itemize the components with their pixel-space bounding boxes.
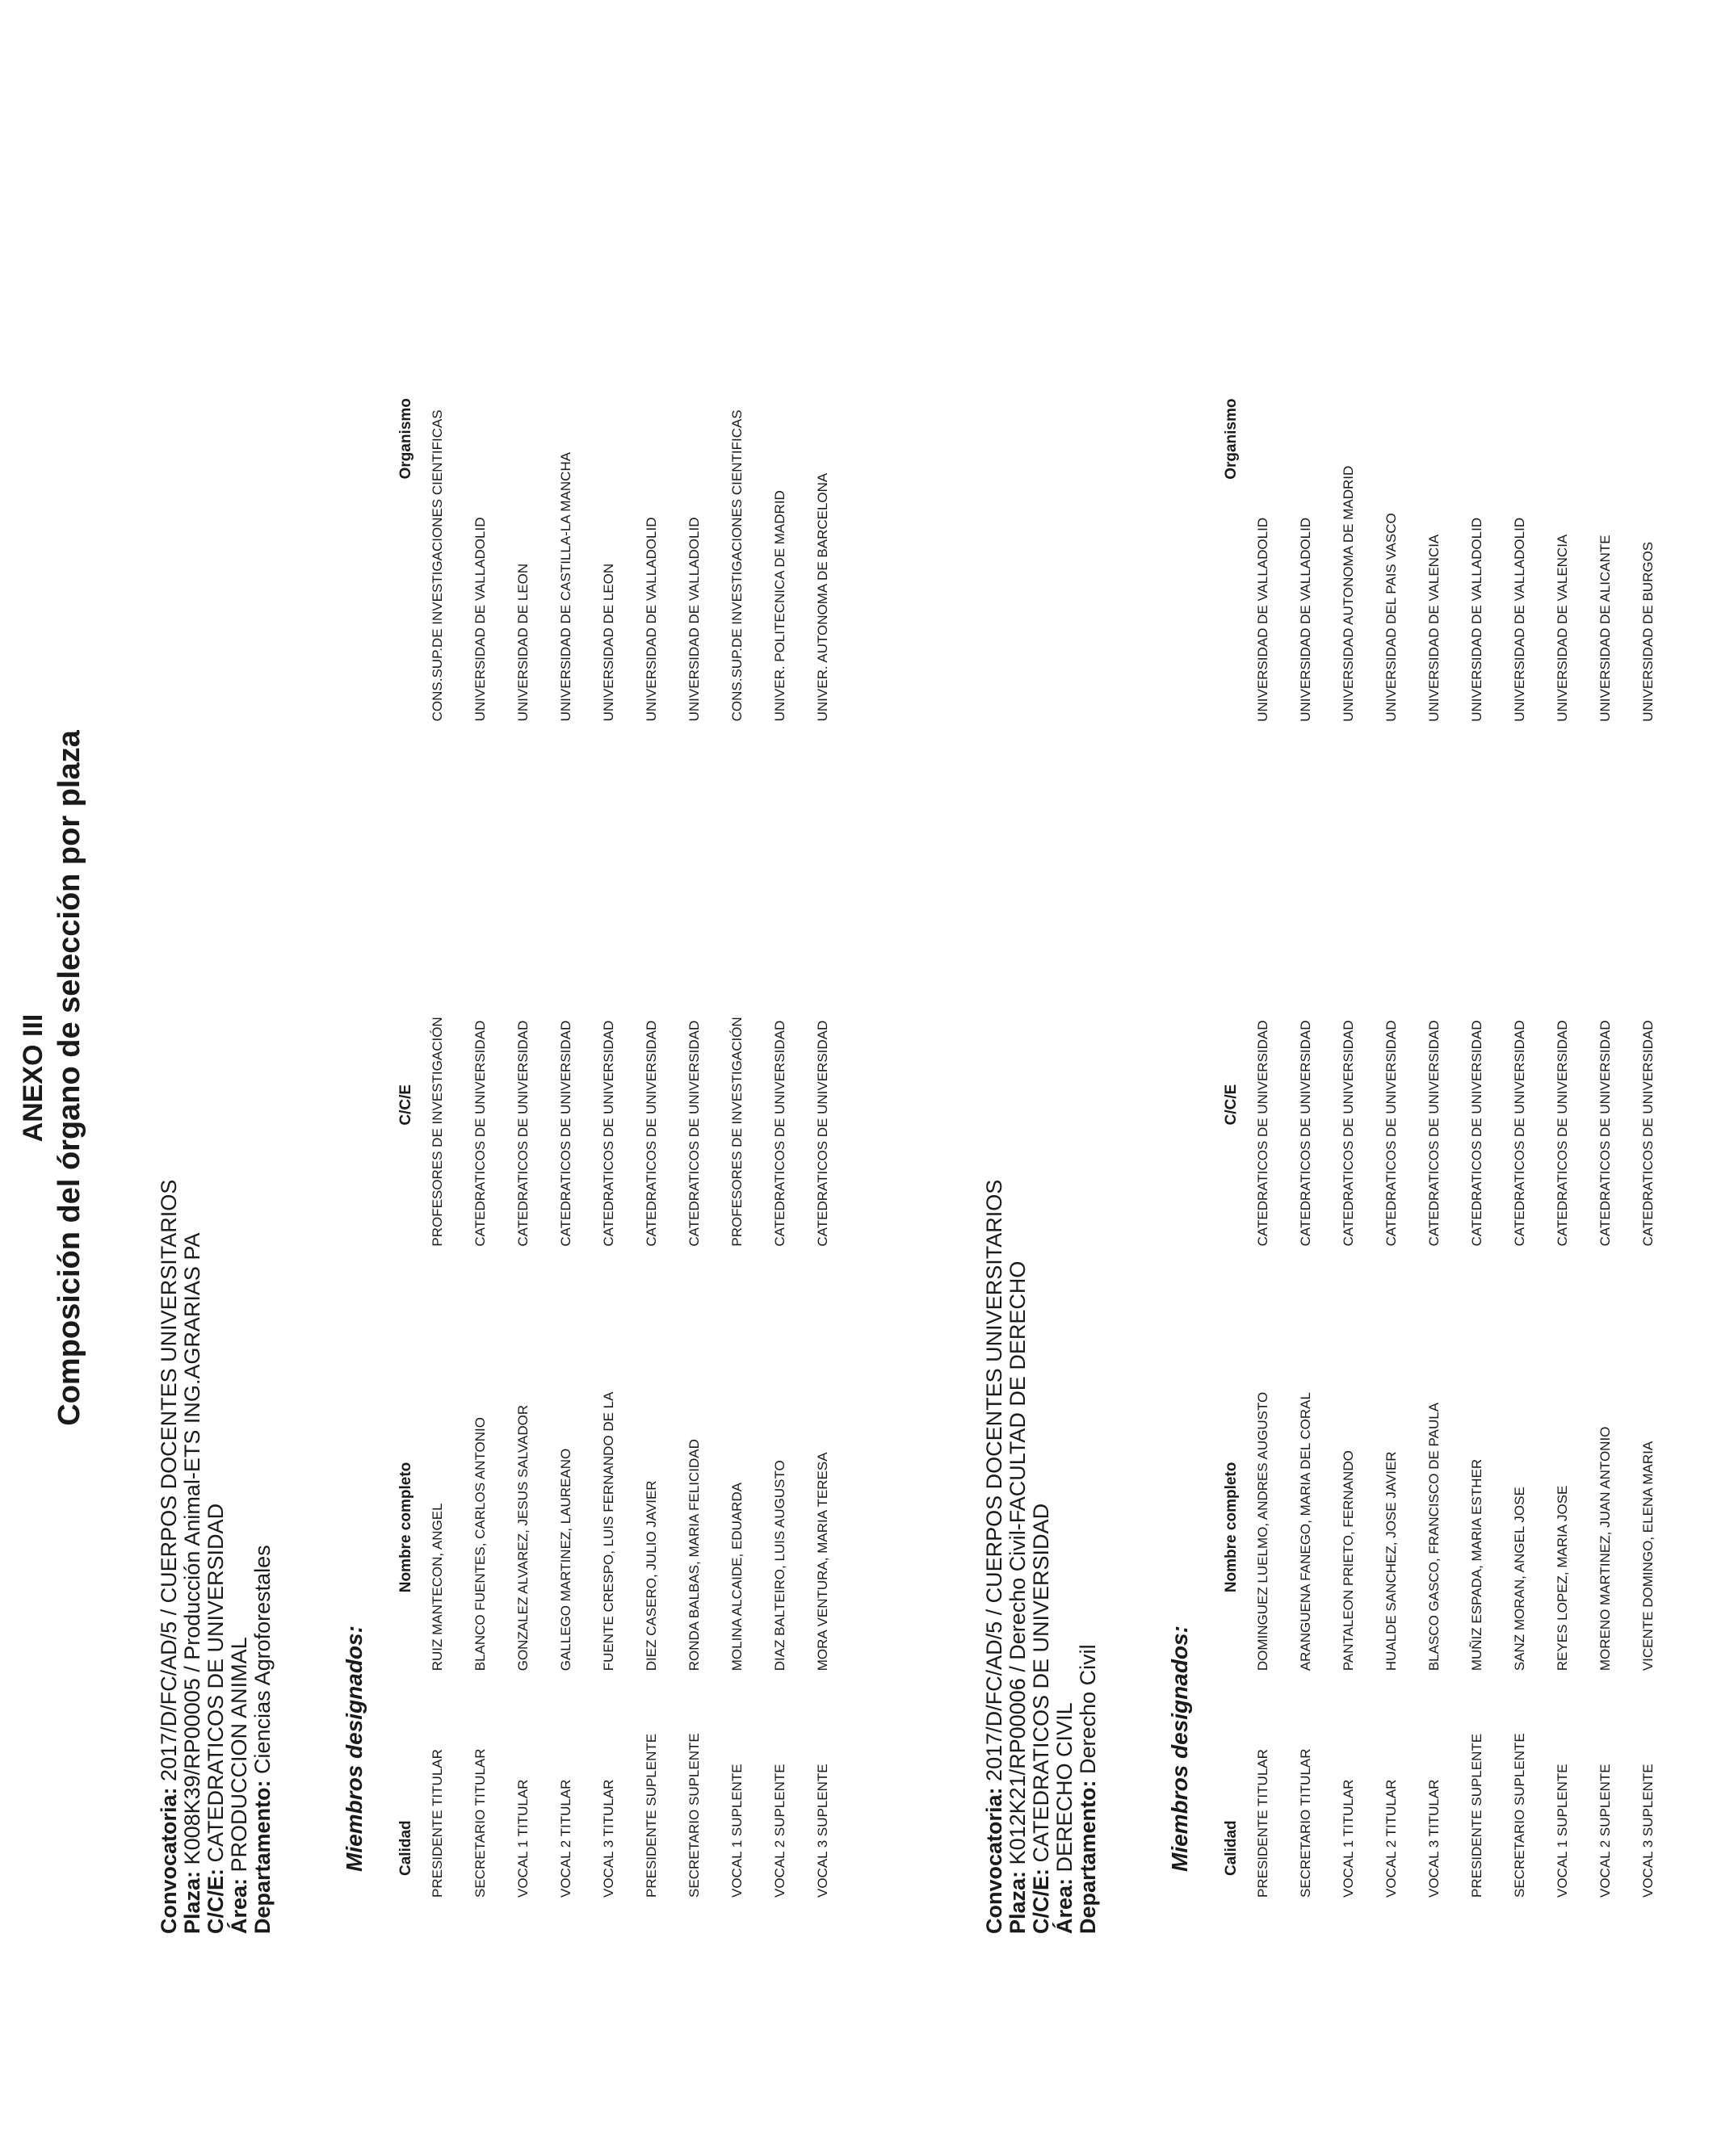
plaza-line xyxy=(1006,157,1030,1934)
cell-cce: PROFESORES DE INVESTIGACIÓN xyxy=(430,1017,445,1247)
table-row xyxy=(644,157,686,1898)
cell-organismo: UNIVERSIDAD DE LEON xyxy=(515,563,531,722)
cell-organismo: UNIVERSIDAD DE VALLADOLID xyxy=(644,517,659,722)
cell-calidad: VOCAL 2 SUPLENTE xyxy=(772,1764,787,1898)
table-row xyxy=(1383,157,1426,1898)
cell-nombre: PANTALEON PRIETO, FERNANDO xyxy=(1341,1450,1356,1672)
departamento-value: Derecho Civil xyxy=(1076,1644,1100,1774)
cell-nombre: RUIZ MANTECON, ANGEL xyxy=(430,1503,445,1672)
cell-organismo: CONS.SUP.DE INVESTIGACIONES CIENTIFICAS xyxy=(729,409,745,722)
plaza-details xyxy=(983,157,1100,1934)
cell-calidad: VOCAL 2 SUPLENTE xyxy=(1597,1764,1613,1898)
table-row xyxy=(430,157,472,1898)
cell-calidad: VOCAL 3 SUPLENTE xyxy=(1640,1764,1656,1898)
cell-organismo: UNIVERSIDAD DE VALLADOLID xyxy=(472,517,488,722)
table-row xyxy=(1298,157,1341,1898)
table-row xyxy=(1640,157,1683,1898)
column-header-organismo: Organismo xyxy=(397,398,414,480)
cell-cce: CATEDRATICOS DE UNIVERSIDAD xyxy=(772,1020,787,1247)
cell-organismo: UNIVERSIDAD DE VALENCIA xyxy=(1555,534,1570,722)
convocatoria-value: 2017/D/FC/AD/5 / CUERPOS DOCENTES UNIVERSITARIOS xyxy=(157,1179,181,1781)
area-label: Área: xyxy=(227,1877,251,1934)
cell-nombre: MUÑIZ ESPADA, MARIA ESTHER xyxy=(1469,1458,1484,1672)
departamento-line xyxy=(251,157,275,1934)
column-header-organismo: Organismo xyxy=(1223,398,1240,480)
cell-calidad: VOCAL 1 TITULAR xyxy=(1341,1779,1356,1898)
page-title: Composición del órgano de selección por plaza xyxy=(52,730,86,1426)
cell-calidad: SECRETARIO TITULAR xyxy=(472,1748,488,1898)
table-row xyxy=(1597,157,1640,1898)
cell-cce: CATEDRATICOS DE UNIVERSIDAD xyxy=(1512,1020,1527,1247)
cell-organismo: UNIVERSIDAD DE ALICANTE xyxy=(1597,535,1613,722)
members-table xyxy=(1223,157,1683,1898)
cell-organismo: UNIVER. AUTONOMA DE BARCELONA xyxy=(815,472,830,722)
cell-organismo: UNIVERSIDAD DE CASTILLA-LA MANCHA xyxy=(558,451,573,722)
cell-cce: CATEDRATICOS DE UNIVERSIDAD xyxy=(472,1020,488,1247)
cell-cce: CATEDRATICOS DE UNIVERSIDAD xyxy=(1341,1020,1356,1247)
cell-organismo: UNIVERSIDAD DE BURGOS xyxy=(1640,541,1656,722)
plaza-line xyxy=(181,157,204,1934)
cell-calidad: PRESIDENTE TITULAR xyxy=(1255,1749,1270,1898)
cell-cce: CATEDRATICOS DE UNIVERSIDAD xyxy=(558,1020,573,1247)
cce-line xyxy=(204,157,228,1934)
section-plaza-1 xyxy=(157,157,830,1934)
members-title: Miembros designados: xyxy=(342,1625,367,1872)
table-row xyxy=(1255,157,1298,1898)
cell-calidad: VOCAL 2 TITULAR xyxy=(558,1779,573,1898)
cell-cce: CATEDRATICOS DE UNIVERSIDAD xyxy=(1255,1020,1270,1247)
table-row xyxy=(1555,157,1597,1898)
cell-cce: CATEDRATICOS DE UNIVERSIDAD xyxy=(815,1020,830,1247)
cell-cce: CATEDRATICOS DE UNIVERSIDAD xyxy=(1426,1020,1442,1247)
cce-value: CATEDRATICOS DE UNIVERSIDAD xyxy=(204,1503,228,1863)
convocatoria-line xyxy=(983,157,1006,1934)
area-value: PRODUCCION ANIMAL xyxy=(227,1637,251,1873)
cell-calidad: PRESIDENTE SUPLENTE xyxy=(644,1733,659,1898)
cell-calidad: VOCAL 3 TITULAR xyxy=(1426,1779,1442,1898)
cell-cce: CATEDRATICOS DE UNIVERSIDAD xyxy=(1555,1020,1570,1247)
table-row xyxy=(686,157,729,1898)
cell-cce: CATEDRATICOS DE UNIVERSIDAD xyxy=(644,1020,659,1247)
departamento-label: Departamento: xyxy=(1076,1780,1100,1934)
cell-organismo: UNIVERSIDAD DE LEON xyxy=(601,563,616,722)
cell-nombre: MOLINA ALCAIDE, EDUARDA xyxy=(729,1482,745,1672)
area-value: DERECHO CIVIL xyxy=(1052,1702,1077,1873)
column-header-calidad: Calidad xyxy=(397,1820,414,1876)
cell-organismo: UNIVERSIDAD DEL PAIS VASCO xyxy=(1383,513,1399,722)
cell-organismo: UNIVERSIDAD AUTONOMA DE MADRID xyxy=(1341,465,1356,722)
plaza-value: K008K39/RP00005 / Producción Animal-ETS ING.AGRARIAS PA xyxy=(180,1232,204,1865)
cell-cce: CATEDRATICOS DE UNIVERSIDAD xyxy=(601,1020,616,1247)
convocatoria-label: Convocatoria: xyxy=(157,1787,181,1934)
convocatoria-value: 2017/D/FC/AD/5 / CUERPOS DOCENTES UNIVERSITARIOS xyxy=(982,1179,1006,1781)
cell-organismo: UNIVERSIDAD DE VALLADOLID xyxy=(686,517,702,722)
cell-calidad: VOCAL 2 TITULAR xyxy=(1383,1779,1399,1898)
cell-nombre: SANZ MORAN, ANGEL JOSE xyxy=(1512,1487,1527,1672)
cell-cce: CATEDRATICOS DE UNIVERSIDAD xyxy=(1383,1020,1399,1247)
table-row xyxy=(1341,157,1383,1898)
table-row xyxy=(515,157,558,1898)
departamento-line xyxy=(1077,157,1100,1934)
cell-cce: CATEDRATICOS DE UNIVERSIDAD xyxy=(515,1020,531,1247)
table-row xyxy=(1469,157,1512,1898)
table-row xyxy=(1512,157,1555,1898)
cell-cce: CATEDRATICOS DE UNIVERSIDAD xyxy=(1469,1020,1484,1247)
table-row xyxy=(1426,157,1469,1898)
plaza-label: Plaza: xyxy=(1005,1870,1030,1934)
cell-nombre: DIAZ BALTEIRO, LUIS AUGUSTO xyxy=(772,1460,787,1672)
annex-heading: ANEXO III xyxy=(18,1013,48,1143)
cell-nombre: GONZALEZ ALVAREZ, JESUS SALVADOR xyxy=(515,1404,531,1672)
cell-nombre: BLASCO GASCO, FRANCISCO DE PAULA xyxy=(1426,1402,1442,1672)
cell-organismo: UNIVER. POLITECNICA DE MADRID xyxy=(772,490,787,722)
plaza-label: Plaza: xyxy=(180,1870,204,1934)
table-header-row xyxy=(1223,157,1255,1898)
column-header-cce: C/C/E xyxy=(1223,1084,1240,1126)
cell-cce: CATEDRATICOS DE UNIVERSIDAD xyxy=(686,1020,702,1247)
members-title: Miembros designados: xyxy=(1167,1625,1192,1872)
table-row xyxy=(601,157,644,1898)
cell-organismo: UNIVERSIDAD DE VALLADOLID xyxy=(1469,517,1484,722)
cell-cce: CATEDRATICOS DE UNIVERSIDAD xyxy=(1597,1020,1613,1247)
convocatoria-line xyxy=(157,157,181,1934)
table-header-row xyxy=(397,157,430,1898)
cell-cce: PROFESORES DE INVESTIGACIÓN xyxy=(729,1017,745,1247)
table-row xyxy=(558,157,601,1898)
cell-calidad: PRESIDENTE SUPLENTE xyxy=(1469,1733,1484,1898)
departamento-value: Ciencias Agroforestales xyxy=(250,1545,275,1774)
cell-nombre: MORA VENTURA, MARIA TERESA xyxy=(815,1452,830,1672)
cell-nombre: BLANCO FUENTES, CARLOS ANTONIO xyxy=(472,1417,488,1672)
cell-cce: CATEDRATICOS DE UNIVERSIDAD xyxy=(1640,1020,1656,1247)
cell-nombre: DOMINGUEZ LUELMO, ANDRES AUGUSTO xyxy=(1255,1391,1270,1672)
area-label: Área: xyxy=(1052,1877,1077,1934)
cell-calidad: PRESIDENTE TITULAR xyxy=(430,1749,445,1898)
cce-value: CATEDRATICOS DE UNIVERSIDAD xyxy=(1029,1503,1053,1863)
cell-organismo: UNIVERSIDAD DE VALLADOLID xyxy=(1255,517,1270,722)
cell-nombre: ARANGUENA FANEGO, MARIA DEL CORAL xyxy=(1298,1392,1313,1672)
members-table xyxy=(397,157,858,1898)
section-plaza-2 xyxy=(982,157,1656,1934)
cce-label: C/C/E: xyxy=(204,1869,228,1934)
cell-organismo: UNIVERSIDAD DE VALENCIA xyxy=(1426,534,1442,722)
cell-calidad: VOCAL 1 SUPLENTE xyxy=(729,1764,745,1898)
cell-calidad: SECRETARIO SUPLENTE xyxy=(686,1733,702,1898)
table-row xyxy=(729,157,772,1898)
cell-nombre: GALLEGO MARTINEZ, LAUREANO xyxy=(558,1448,573,1672)
cell-calidad: VOCAL 3 TITULAR xyxy=(601,1779,616,1898)
cell-nombre: DIEZ CASERO, JULIO JAVIER xyxy=(644,1480,659,1672)
cell-organismo: UNIVERSIDAD DE VALLADOLID xyxy=(1512,517,1527,722)
cell-nombre: RONDA BALBAS, MARIA FELICIDAD xyxy=(686,1439,702,1672)
plaza-value: K012K21/RP00006 / Derecho Civil-FACULTAD DE DERECHO xyxy=(1005,1260,1030,1865)
cell-calidad: VOCAL 3 SUPLENTE xyxy=(815,1764,830,1898)
cell-nombre: VICENTE DOMINGO, ELENA MARIA xyxy=(1640,1441,1656,1672)
area-line xyxy=(228,157,251,1934)
column-header-calidad: Calidad xyxy=(1223,1820,1240,1876)
column-header-nombre: Nombre completo xyxy=(397,1462,414,1593)
plaza-details xyxy=(157,157,275,1934)
cell-organismo: UNIVERSIDAD DE VALLADOLID xyxy=(1298,517,1313,722)
table-row xyxy=(472,157,515,1898)
area-line xyxy=(1053,157,1077,1934)
table-row xyxy=(815,157,858,1898)
cell-calidad: VOCAL 1 TITULAR xyxy=(515,1779,531,1898)
cell-cce: CATEDRATICOS DE UNIVERSIDAD xyxy=(1298,1020,1313,1247)
cell-organismo: CONS.SUP.DE INVESTIGACIONES CIENTIFICAS xyxy=(430,409,445,722)
cell-calidad: VOCAL 1 SUPLENTE xyxy=(1555,1764,1570,1898)
departamento-label: Departamento: xyxy=(250,1780,275,1934)
cce-label: C/C/E: xyxy=(1029,1869,1053,1934)
convocatoria-label: Convocatoria: xyxy=(982,1787,1006,1934)
cell-nombre: FUENTE CRESPO, LUIS FERNANDO DE LA xyxy=(601,1391,616,1672)
cell-nombre: MORENO MARTINEZ, JUAN ANTONIO xyxy=(1597,1426,1613,1672)
cell-calidad: SECRETARIO TITULAR xyxy=(1298,1748,1313,1898)
cell-nombre: REYES LOPEZ, MARIA JOSE xyxy=(1555,1485,1570,1672)
cell-calidad: SECRETARIO SUPLENTE xyxy=(1512,1733,1527,1898)
cell-nombre: HUALDE SANCHEZ, JOSE JAVIER xyxy=(1383,1451,1399,1672)
table-row xyxy=(772,157,815,1898)
column-header-cce: C/C/E xyxy=(397,1084,414,1126)
column-header-nombre: Nombre completo xyxy=(1223,1462,1240,1593)
cce-line xyxy=(1030,157,1053,1934)
